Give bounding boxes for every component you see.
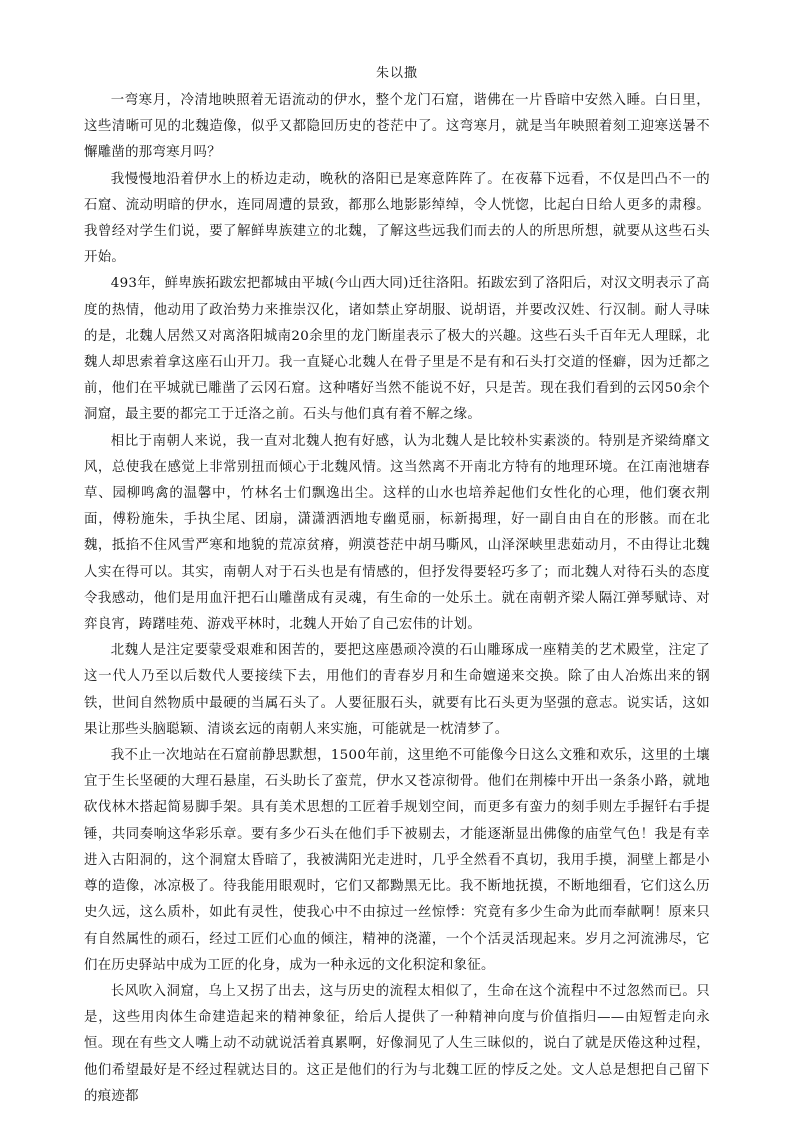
paragraph-1: 一弯寒月，冷清地映照着无语流动的伊水，整个龙门石窟，谐佛在一片昏暗中安然入睡。白日里，这些清晰可见的北魏造像，似乎又都隐回历史的苍茫中了。这弯寒月，就是当年映照着刻工迎寒送暑不懈雕凿的那弯寒月吗？: [84, 93, 710, 161]
paragraph-5: 北魏人是注定要蒙受艰难和困苦的，要把这座愚顽冷漠的石山雕琢成一座精美的艺术殿堂，注定了这一代人乃至以后数代人要接续下去，用他们的青春岁月和生命嬗递来交换。除了由人冶炼出来的钢铁，世间自然物质中最硬的当属石头了。人要征服石头，就要有比石头更为坚强的意志。说实话，这如果让那些头脑聪颖、清谈玄远的南朝人来实施，可能就是一枕清梦了。: [84, 643, 710, 737]
paragraph-7: 长风吹入洞窟，乌上又拐了出去，这与历史的流程太相似了，生命在这个流程中不过忽然而已。只是，这些用肉体生命建造起来的精神象征，给后人提供了一种精神向度与价值指归——由短暂走向永恒。现在有些文人嘴上动不动就说活着真累啊，好像洞见了人生三昧似的，说白了就是厌倦这种过程，他们希望最好是不经过程就达目的。这正是他们的行为与北魏工匠的悖反之处。文人总是想把自己留下的痕迹都: [84, 983, 710, 1104]
article-author: 朱以撒: [375, 66, 418, 81]
paragraph-6: 我不止一次地站在石窟前静思默想，1500年前，这里绝不可能像今日这么文雅和欢乐，这里的土壤宜于生长坚硬的大理石悬崖，石头助长了蛮荒，伊水又苍凉彻骨。他们在荆榛中开出一条条小路，就地砍伐林木搭起简易脚手架。具有美术思想的工匠着手规划空间，而更多有蛮力的刻手则左手握钎右手提锤，共同奏响这华彩乐章。要有多少石头在他们手下被剔去，才能逐渐显出佛像的庙堂气色！我是有幸进入古阳洞的，这个洞窟太昏暗了，我被满阳光走进时，几乎全然看不真切，我用手摸，洞壁上都是小尊的造像，冰凉极了。待我能用眼观时，它们又都黝黑无比。我不断地抚摸，不断地细看，它们这么历史久远，这么质朴，如此有灵性，使我心中不由掠过一丝惊悸：究竟有多少生命为此而奉献啊！原来只有自然属性的顽石，经过工匠们心血的倾注，精神的浇灌，一个个活灵活现起来。岁月之河流沸尽，它们在历史驿站中成为工匠的化身，成为一种永远的文化积淀和象征。: [84, 748, 710, 973]
paragraph-4: 相比于南朝人来说，我一直对北魏人抱有好感，认为北魏人是比较朴实素淡的。特别是齐梁绮靡文风，总使我在感觉上非常别扭而倾心于北魏风情。这当然离不开南北方特有的地理环境。在江南池塘春草、园柳鸣禽的温馨中，竹林名士们飘逸出尘。这样的山水也培养起他们女性化的心理，他们褒衣荆面，傅粉施朱，手执尘尾、团扇，潇潇洒洒地专幽觅丽，标新揭理，好一副自由自在的形骸。而在北魏，抵掐不住风雪严寒和地貌的荒凉贫瘠，朔漠苍茫中胡马嘶风，山泽深峡里悲茹动月，不由得让北魏人实在得可以。其实，南朝人对于石头也是有情感的，但抒发得要轻巧多了；而北魏人对待石头的态度令我感动，他们是用血汗把石山雕凿成有灵魂，有生命的一处乐土。就在南朝齐梁人隔江弹琴赋诗、对弈良宵，踌躇哇苑、游戏平林时，北魏人开始了自己宏伟的计划。: [84, 433, 710, 633]
paragraph-2: 我慢慢地沿着伊水上的桥边走动，晚秋的洛阳已是寒意阵阵了。在夜幕下远看，不仅是凹凸不一的石窟、流动明暗的伊水，连同周遭的景致，都那么地影影绰绰，令人恍惚，比起白日给人更多的肃穆。我曾经对学生们说，要了解鲜卑族建立的北魏，了解这些远我们而去的人的所思所想，就要从这些石头开始。: [84, 171, 710, 266]
paragraph-3: 493年，鲜卑族拓跋宏把都城由平城(今山西大同)迁往洛阳。拓跋宏到了洛阳后，对汉文明表示了高度的热情，他动用了政治势力来推崇汉化，诸如禁止穿胡服、说胡语，并要改汉姓、行汉制。耐人寻味的是，北魏人居然又对离洛阳城南20余里的龙门断崖表示了极大的兴趣。这些石头千百年无人理睬，北魏人却思索着拿这座石山开刀。我一直疑心北魏人在骨子里是不是有和石头打交道的怪癖，因为迁都之前，他们在平城就已雕凿了云冈石窟。这种嗜好当然不能说不好，只是苦。现在我们看到的云冈50余个洞窟，最主要的都完工于迁洛之前。石头与他们真有着不解之缘。: [84, 276, 710, 423]
